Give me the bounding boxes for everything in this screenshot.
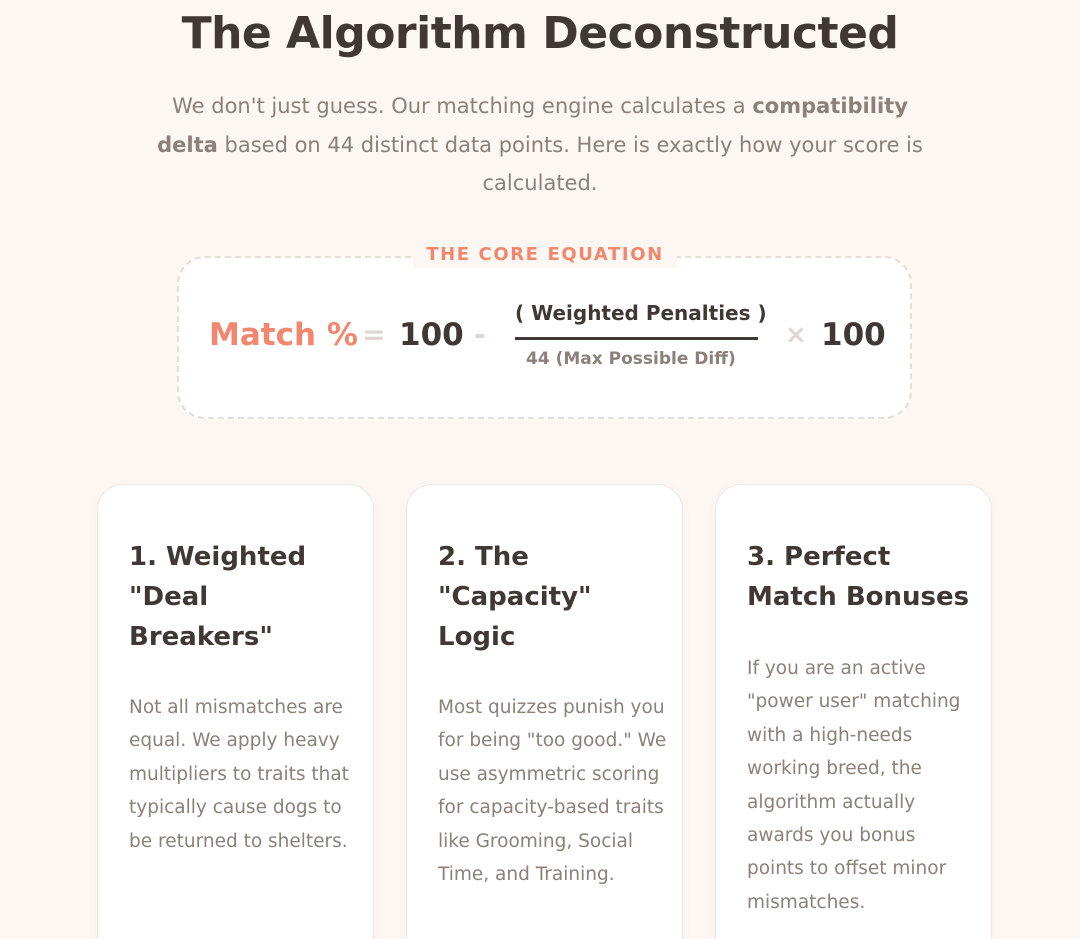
intro-paragraph: [150, 87, 930, 203]
equation-match-label: Match %: [209, 317, 358, 353]
equation-equals-sign: =: [362, 318, 386, 351]
core-equation-heading: THE CORE EQUATION: [413, 242, 677, 268]
intro-text-end: based on 44 distinct data points. Here is exactly how your score is calculated.: [217, 132, 923, 195]
card-body: If you are an active "power user" matching with a high-needs working breed, the algorithm actually awards you bonus points to offset minor mismatches.: [747, 658, 961, 913]
equation-fraction-bar: [515, 337, 758, 340]
equation-numerator: ( Weighted Penalties ): [515, 301, 767, 325]
card-title: 1. Weighted "Deal Breakers": [129, 542, 307, 652]
card-body: Not all mismatches are equal. We apply heavy multipliers to traits that typically cause dogs to be returned to shelters.: [129, 697, 349, 852]
equation-multiplier: 100: [821, 317, 886, 353]
card-title: 2. The "Capacity" Logic: [438, 542, 592, 652]
card-perfect-match-bonuses: [715, 484, 992, 939]
intro-text-start: We don't just guess. Our matching engine calculates a: [172, 94, 753, 118]
card-body: Most quizzes punish you for being "too good." We use asymmetric scoring for capacity-based traits like Grooming, Social Time, and Training.: [438, 697, 667, 886]
page-title: The Algorithm Deconstructed: [181, 8, 899, 59]
equation-minus-sign: -: [474, 318, 486, 351]
equation-times-sign: ×: [785, 320, 807, 350]
equation-denominator: 44 (Max Possible Diff): [526, 349, 736, 369]
card-title: 3. Perfect Match Bonuses: [747, 542, 970, 612]
equation-base-value: 100: [399, 317, 464, 353]
card-weighted-deal-breakers: [97, 484, 374, 939]
intro-highlight: compatibility delta: [157, 94, 908, 157]
card-capacity-logic: [406, 484, 683, 939]
